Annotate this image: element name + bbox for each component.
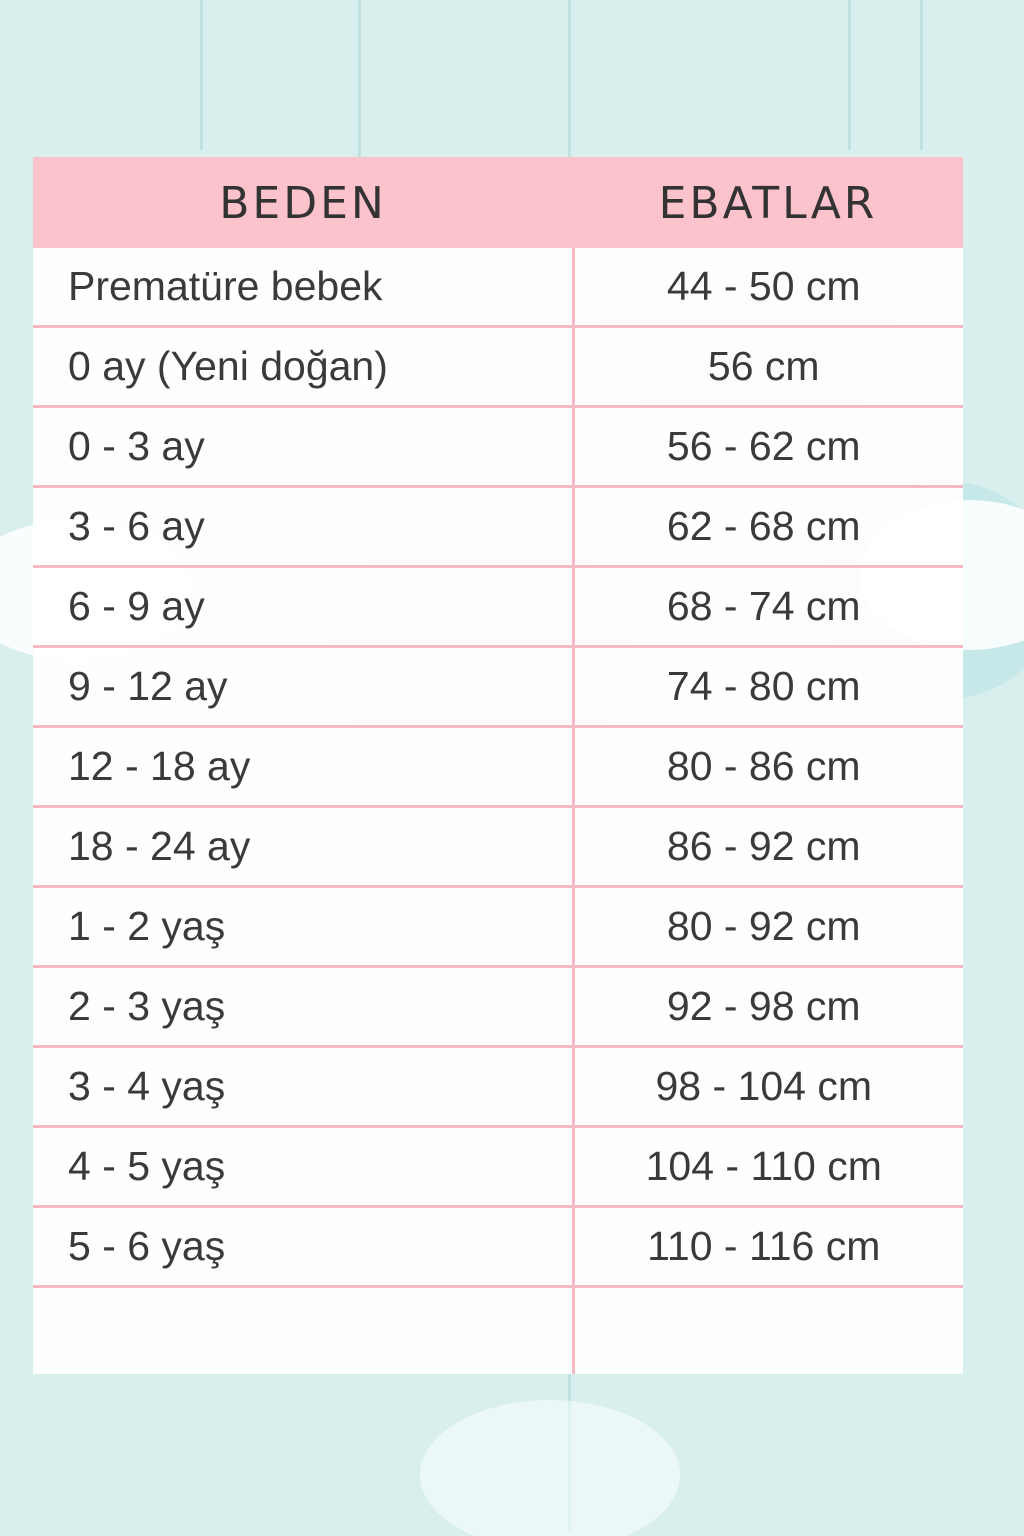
cell-measure: 92 - 98 cm [573,967,963,1047]
cell-measure: 56 - 62 cm [573,407,963,487]
column-header-measure: EBATLAR [573,157,963,248]
cell-size: 9 - 12 ay [33,647,573,727]
table-header-row [33,157,963,248]
cell-size: 1 - 2 yaş [33,887,573,967]
cell-size: 2 - 3 yaş [33,967,573,1047]
background-stripe [200,0,203,150]
cell-measure: 86 - 92 cm [573,807,963,887]
table-body [33,248,963,1374]
table-row [33,1047,963,1127]
cell-size: 18 - 24 ay [33,807,573,887]
column-header-size: BEDEN [33,157,573,248]
table-row [33,1127,963,1207]
cell-measure: 98 - 104 cm [573,1047,963,1127]
cell-size: 0 - 3 ay [33,407,573,487]
cell-measure: 80 - 92 cm [573,887,963,967]
background-cloud [420,1400,680,1536]
cell-size: 4 - 5 yaş [33,1127,573,1207]
cell-size: 3 - 4 yaş [33,1047,573,1127]
cell-measure: 56 cm [573,327,963,407]
cell-measure: 62 - 68 cm [573,487,963,567]
background-stripe [848,0,851,150]
table-row [33,647,963,727]
cell-measure: 74 - 80 cm [573,647,963,727]
table-row [33,567,963,647]
cell-size: Prematüre bebek [33,248,573,327]
size-chart-table [33,157,963,1374]
table-header [33,157,963,248]
table-footer-spacer [33,1287,963,1375]
cell-size: 5 - 6 yaş [33,1207,573,1287]
table-row [33,807,963,887]
cell-measure: 68 - 74 cm [573,567,963,647]
cell-measure: 80 - 86 cm [573,727,963,807]
cell-size: 3 - 6 ay [33,487,573,567]
table-row [33,727,963,807]
table-row [33,407,963,487]
table-row [33,248,963,327]
cell-size: 12 - 18 ay [33,727,573,807]
cell-measure: 110 - 116 cm [573,1207,963,1287]
table-row [33,487,963,567]
cell-size: 0 ay (Yeni doğan) [33,327,573,407]
cell-size: 6 - 9 ay [33,567,573,647]
cell-measure: 104 - 110 cm [573,1127,963,1207]
table-row [33,887,963,967]
table-row [33,327,963,407]
table-row [33,1207,963,1287]
cell-measure: 44 - 50 cm [573,248,963,327]
table-row [33,967,963,1047]
spacer-cell-left [33,1287,573,1375]
spacer-cell-right [573,1287,963,1375]
background-stripe [920,0,923,150]
